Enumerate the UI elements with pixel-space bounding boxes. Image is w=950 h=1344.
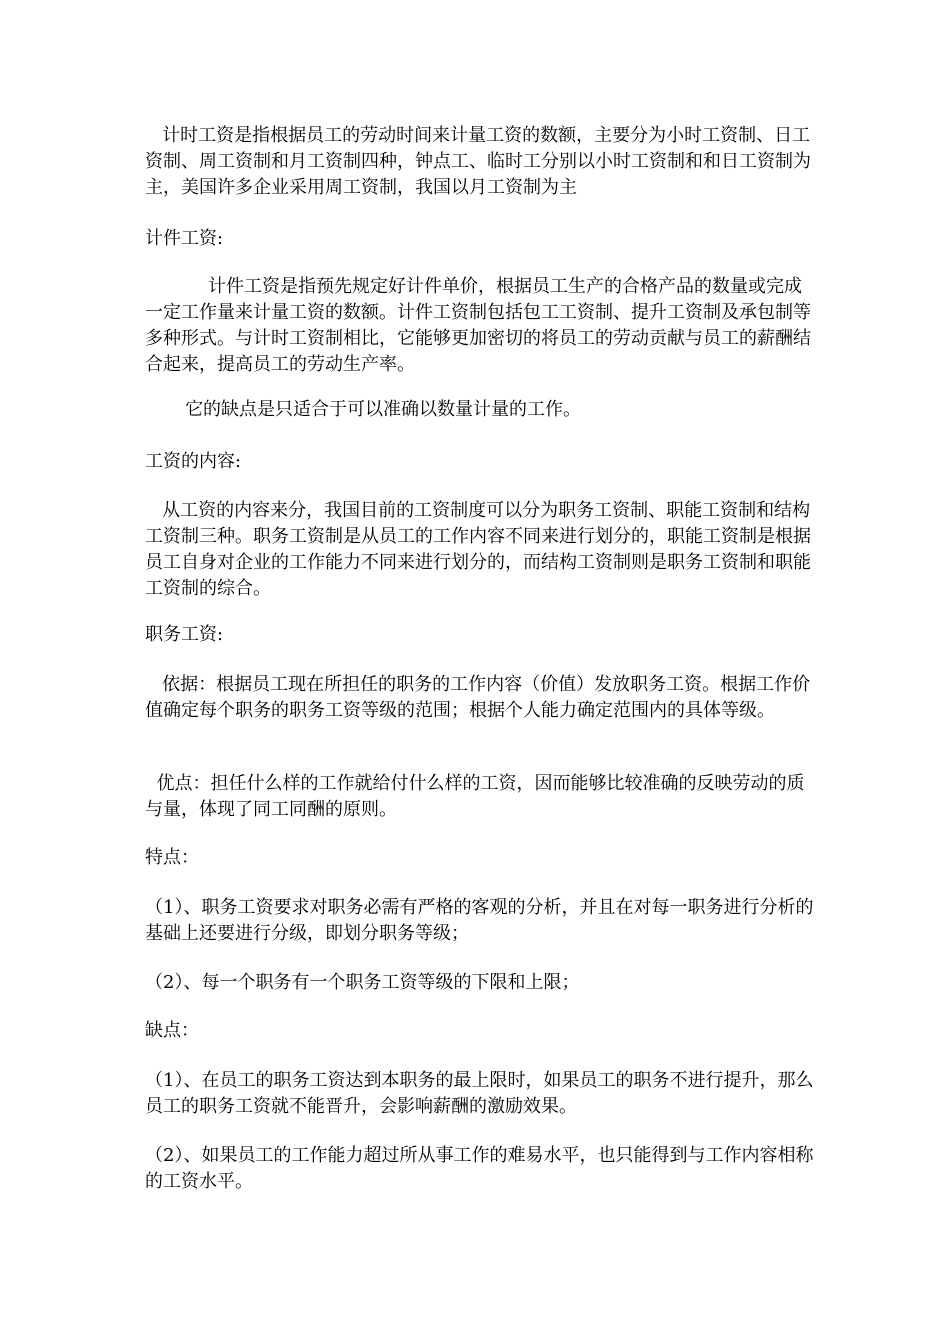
paragraph-position-wage-advantage: 优点：担任什么样的工作就给付什么样的工资，因而能够比较准确的反映劳动的质与量，体现了同工同酬的原则。 [145,773,805,820]
feature-item-1: （1）、职务工资要求对职务必需有严格的客观的分析，并且在对每一职务进行分析的基础上还要进行分级，即划分职务等级； [145,897,814,944]
heading-position-wage: 职务工资: [145,624,224,645]
paragraph-piece-wage-drawback: 它的缺点是只适合于可以准确以数量计量的工作。 [145,399,582,420]
heading-disadvantages: 缺点： [145,1020,199,1041]
heading-piece-wage: 计件工资: [145,228,224,249]
disadvantage-item-2: （2）、如果员工的工作能力超过所从事工作的难易水平，也只能得到与工作内容相称的工资水平。 [145,1145,814,1192]
paragraph-wage-content: 从工资的内容来分，我国目前的工资制度可以分为职务工资制、职能工资制和结构工资制三种。职务工资制是从员工的工作内容不同来进行划分的，职能工资制是根据员工自身对企业的工作能力不同来进行划分的，而结构工资制则是职务工资制和职能工资制的综合。 [145,500,811,599]
heading-wage-content: 工资的内容: [145,451,242,472]
paragraph-piece-wage: 计件工资是指预先规定好计件单价，根据员工生产的合格产品的数量或完成一定工作量来计量工资的数额。计件工资制包括包工工资制、提升工资制及承包制等多种形式。与计时工资制相比，它能够更加密切的将员工的劳动贡献与员工的薪酬结合起来，提高员工的劳动生产率。 [145,276,811,375]
disadvantage-item-1: （1）、在员工的职务工资达到本职务的最上限时，如果员工的职务不进行提升，那么员工的职务工资就不能晋升，会影响薪酬的激励效果。 [145,1070,814,1117]
feature-item-2: （2）、每一个职务有一个职务工资等级的下限和上限； [145,972,580,993]
paragraph-time-wage: 计时工资是指根据员工的劳动时间来计量工资的数额，主要分为小时工资制、日工资制、周工资制和月工资制四种，钟点工、临时工分别以小时工资制和和日工资制为主，美国许多企业采用周工资制，我国以月工资制为主 [145,125,811,198]
paragraph-position-wage-basis: 依据：根据员工现在所担任的职务的工作内容（价值）发放职务工资。根据工作价值确定每个职务的职务工资等级的范围；根据个人能力确定范围内的具体等级。 [145,674,811,721]
heading-features: 特点： [145,847,199,868]
